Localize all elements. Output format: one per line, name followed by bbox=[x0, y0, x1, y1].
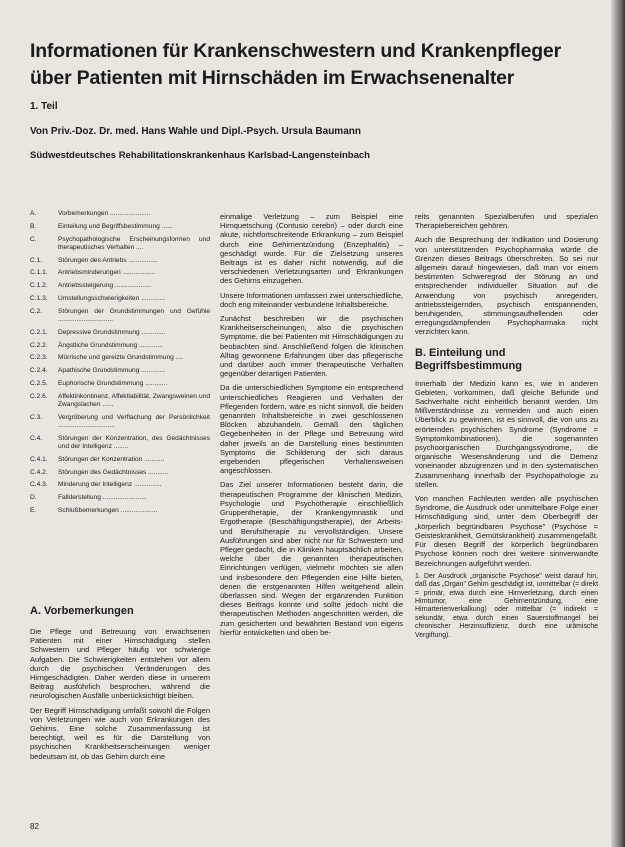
toc-entry-number: C.2.2. bbox=[30, 341, 48, 349]
toc-entry-number: C.2.4. bbox=[30, 367, 48, 375]
toc-entry-number: C.1. bbox=[30, 256, 43, 264]
title-line-1: Informationen für Krankenschwestern und Krankenpfleger bbox=[30, 40, 561, 62]
toc-entry-number: C.2.1. bbox=[30, 328, 48, 336]
toc-entry-text: Antriebsminderungen .................. bbox=[58, 269, 156, 277]
toc-entry-number: D. bbox=[30, 494, 37, 502]
toc-entry-number: C.2. bbox=[30, 307, 43, 315]
toc-entry-number: C.1.2. bbox=[30, 282, 48, 290]
toc-entry-number: C.4.3. bbox=[30, 481, 48, 489]
toc-entry-text: Apathische Grundstimmung ............. bbox=[58, 367, 166, 375]
toc-entry-number: E. bbox=[30, 506, 37, 514]
paragraph: Das Ziel unserer Informationen besteht darin, die therapeutischen Programme der klinischen Medizin, Psychologie und Psychotherapie einschließlich Gruppentherapie, der Krankengymnastik und Ergotherapie (Beschäftigungstherapie), der Arbeits- und Berufstherapie zu vervollständigen. Unsere Ausführungen sind aber nicht nur für Schwestern und Pfleger gedacht, die in Kliniken hauptsächlich arbeiten, welche über die genannten therapeutischen Einrichtungen verfügen, vielmehr möchten sie allen und insbesondere den Pflegenden eine Hilfe bieten, denen die erstgenannten Hilfen weitgehend allein überlassen sind. Wegen der ergänzenden Funktion dieses Beitrags konnte und sollte jedoch nicht die therapeutischen Methoden angeschnitten werden, die zum gesicherten und bewährten Bestand von eigens hierfür entwickelten und oben be- bbox=[220, 480, 403, 637]
paragraph: Zunächst beschreiben wir die psychischen Krankheitserscheinungen, also die psychischen Symptome, die bei Patienten mit Hirnschädigungen zu beobachten sind. Anschließend folgen die klinischen Alltag gewonnene Erfahrungen über das pflegerische und darüber auch immer therapeutische Verhalten gegenüber derartigen Patienten. bbox=[220, 314, 403, 379]
page-edge-shadow bbox=[611, 0, 625, 847]
numbered-paragraph: 1. Der Ausdruck „organische Psychose" weist darauf hin, daß das „Organ" Gehirn geschädigt ist, unmittelbar (= direkt = primär, etwa durch eine Hirnverletzung, durch einen Hirntumor, eine Gehirnentzündung, eine Hirnarterienverkalkung) oder mittelbar (= indirekt = sekundär, etwa durch einen Sauerstoffmangel bei chronischer Herzinsuffizienz, durch eine urämische Vergiftung). bbox=[415, 572, 598, 639]
toc-entry-number: C.1.3. bbox=[30, 294, 48, 302]
toc-entry bbox=[30, 257, 210, 265]
toc-entry-text: Psychopathologische Erscheinungsformen und therapeutisches Verhalten .... bbox=[58, 235, 210, 251]
toc-entry-number: C.1.1. bbox=[30, 269, 48, 277]
toc-entry-text: Störungen der Konzentration ........... bbox=[58, 455, 165, 463]
toc-entry-number: C.2.3. bbox=[30, 354, 48, 362]
toc-entry-number: C.2.6. bbox=[30, 392, 48, 400]
paragraph: Der Begriff Hirnschädigung umfaßt sowohl die Folgen von Verletzungen wie auch von Erkrankungen des Gehirns. Eine solche Zusammenfassung ist berechtigt, weil es für die Darstellung von psychischen Krankheitserscheinungen weniger bedeutsam ist, ob das Gehirn durch eine bbox=[30, 705, 210, 761]
toc-entry bbox=[30, 494, 210, 502]
toc-entry-text: Mürrische und gereizte Grundstimmung .... bbox=[58, 354, 183, 362]
toc-entry-text: Affektinkontinenz, Affektlabilität, Zwangsweinen und Zwangslachen ...... bbox=[58, 392, 210, 408]
toc-entry bbox=[30, 295, 210, 303]
toc-entry bbox=[30, 435, 210, 451]
toc-entry-text: Vergröberung und Verflachung der Persönlichkeit ............................... bbox=[58, 413, 210, 429]
toc-entry-number: C.3. bbox=[30, 413, 43, 421]
toc-entry-text: Schlußbemerkungen .................... bbox=[58, 506, 158, 514]
toc-entry bbox=[30, 507, 210, 515]
toc-entry bbox=[30, 481, 210, 489]
section-b-heading: B. Einteilung und Begriffsbestimmung bbox=[415, 346, 522, 372]
toc-entry bbox=[30, 469, 210, 477]
toc-entry bbox=[30, 236, 210, 252]
page-number: 82 bbox=[30, 822, 39, 831]
paragraph: Von manchen Fachleuten werden alle psychischen Syndrome, die Ausdruck oder unmittelbare Folge einer Hirnschädigung sind, unter dem Oberbegriff der „körperlich begründbaren Psychose" (Psychose = Geisteskrankheit, Gemütskrankheit) zusammengefaßt. Für diesen Begriff der körperlich begründbaren Psychose können noch drei weitere sinnverwandte Bezeichnungen aufgeführt werden. bbox=[415, 494, 598, 568]
paragraph: Da die unterschiedlichen Symptome ein entsprechend unterschiedliches Reagieren und Verhalten der Pflegenden fordern, wäre es nicht sinnvoll, die beiden genannten Inhaltsbereiche in zwei geschlossenen Blöcken abzuhandeln. Gemäß den täglichen Gegebenheiten in der Pflege und Betreuung wird daher jeweils an die Darstellung eines bestimmten Symptoms die Schilderung der sich daraus ergebenden pflegerischen Verhaltensweisen angeschlossen. bbox=[220, 383, 403, 476]
paragraph: einmalige Verletzung – zum Beispiel eine Hirnquetschung (Contusio cerebri) – oder durch eine akute, nichtfortschreitende Erkrankung – zum Beispiel durch eine Gehirnentzündung (Enzephalitis) – geschädigt wurde. Für die Zielsetzung unseres Beitrags ist es daher nicht notwendig, auf die verschiedenen Verletzungsarten und Erkrankungen des Gehirns einzugehen. bbox=[220, 212, 403, 286]
toc-entry-number: C.2.5. bbox=[30, 379, 48, 387]
toc-entry bbox=[30, 354, 210, 362]
toc-entry-number: A. bbox=[30, 210, 37, 217]
column-2 bbox=[220, 212, 403, 642]
column-1 bbox=[30, 210, 210, 761]
toc-entry-text: Antriebssteigerung .................... bbox=[58, 282, 152, 290]
toc-entry-text: Euphorische Grundstimmung ............ bbox=[58, 379, 168, 387]
toc-entry-text: Störungen des Antriebs ................ bbox=[58, 256, 158, 264]
section-a-heading: A. Vorbemerkungen bbox=[30, 605, 134, 617]
toc-entry-text: Umstellungsschwierigkeiten ............. bbox=[58, 294, 166, 302]
toc-entry bbox=[30, 210, 210, 218]
toc-entry-number: B. bbox=[30, 222, 37, 230]
toc-entry bbox=[30, 342, 210, 350]
toc-entry-text: Einteilung und Begriffsbestimmung ...... bbox=[58, 222, 173, 230]
institution-line: Südwestdeutsches Rehabilitationskrankenhaus Karlsbad-Langensteinbach bbox=[30, 150, 370, 161]
toc-entry-text: Störungen des Gedächtnisses ........... bbox=[58, 468, 169, 476]
toc-entry-number: C.4.2. bbox=[30, 468, 48, 476]
section-a-body bbox=[30, 627, 210, 766]
article-title bbox=[30, 38, 610, 92]
toc-entry bbox=[30, 329, 210, 337]
toc-entry bbox=[30, 367, 210, 375]
toc-entry bbox=[30, 414, 210, 430]
toc-entry-text: Depressive Grundstimmung ............. bbox=[58, 328, 166, 336]
toc-entry bbox=[30, 269, 210, 277]
toc-entry bbox=[30, 393, 210, 409]
toc-entry bbox=[30, 380, 210, 388]
table-of-contents bbox=[30, 210, 210, 515]
toc-entry-number: C.4. bbox=[30, 434, 43, 442]
toc-entry-text: Störungen der Grundstimmungen und Gefühle .............................. bbox=[58, 307, 210, 323]
toc-entry-number: C. bbox=[30, 235, 37, 243]
toc-entry bbox=[30, 282, 210, 290]
authors-line: Von Priv.-Doz. Dr. med. Hans Wahle und Dipl.-Psych. Ursula Baumann bbox=[30, 126, 361, 137]
toc-entry-text: Störungen der Konzentration, des Gedächtnisses und der Intelligenz ........ bbox=[58, 434, 210, 450]
paragraph: Auch die Besprechung der Indikation und Dosierung von unterstützenden Psychopharmaka würde die Grenzen dieses Beitrags überschreiten. So sei nur allgemein darauf hingewiesen, daß man vor einem bestimmten Schweregrad der Störung an und entsprechender individueller Situation auf die Anwendung von psychisch anregenden, antriebssteigernden, psychisch entspannenden, beruhigenden, stimmungsaufhellenden oder erregungsdämpfenden Psychopharmaka nicht verzichten kann. bbox=[415, 235, 598, 337]
title-line-2: über Patienten mit Hirnschäden im Erwachsenenalter bbox=[30, 67, 515, 89]
paragraph: Innerhalb der Medizin kann es, wie in anderen Gebieten, vorkommen, daß gleiche Befunde und Sachverhalte nicht einheitlich benannt werden. Um Mißverständnisse zu vermeiden und auch einen Überblick zu gewinnen, ist es sinnvoll, die von uns zu erörternden psychischen Syndrome (Syndrome = Symptomkombinationen), die sogenannten psychoorganischen Durchgangssyndrome, die organische Wesensänderung und die Demenz voneinander abzugrenzen und in den systematischen Zusammenhang innerhalb der Psychopathologie zu stellen. bbox=[415, 378, 598, 489]
toc-entry bbox=[30, 456, 210, 464]
toc-entry-text: Fallderstellung ........................ bbox=[58, 494, 147, 502]
paragraph: Die Pflege und Betreuung von erwachsenen Patienten mit einer Hirnschädigung stellen Schwestern und Pfleger häufig vor schwierige Aufgaben. Die Schwierigkeiten entstehen vor allem durch die psychischen Veränderungen des Hirngeschädigten. Daher werden diese in unserem Beitrag ausführlich besprochen, während die neurologischen Ausfälle unberücksichtigt bleiben. bbox=[30, 627, 210, 701]
toc-entry-text: Minderung der Intelligenz ............... bbox=[58, 481, 162, 489]
toc-entry-text: Ängstliche Grundstimmung ............. bbox=[58, 341, 163, 349]
part-label: 1. Teil bbox=[30, 101, 58, 112]
paragraph: Unsere Informationen umfassen zwei unterschiedliche, doch eng miteinander verbundene Inhaltsbereiche. bbox=[220, 290, 403, 309]
toc-entry-number: C.4.1. bbox=[30, 455, 48, 463]
toc-entry bbox=[30, 308, 210, 324]
toc-entry-text: Vorbemerkungen ...................... bbox=[58, 210, 151, 217]
paragraph: reits genannten Spezialberufen und spezialen Therapiebereichen gehören. bbox=[415, 212, 598, 231]
toc-entry bbox=[30, 223, 210, 231]
column-3 bbox=[415, 212, 598, 645]
